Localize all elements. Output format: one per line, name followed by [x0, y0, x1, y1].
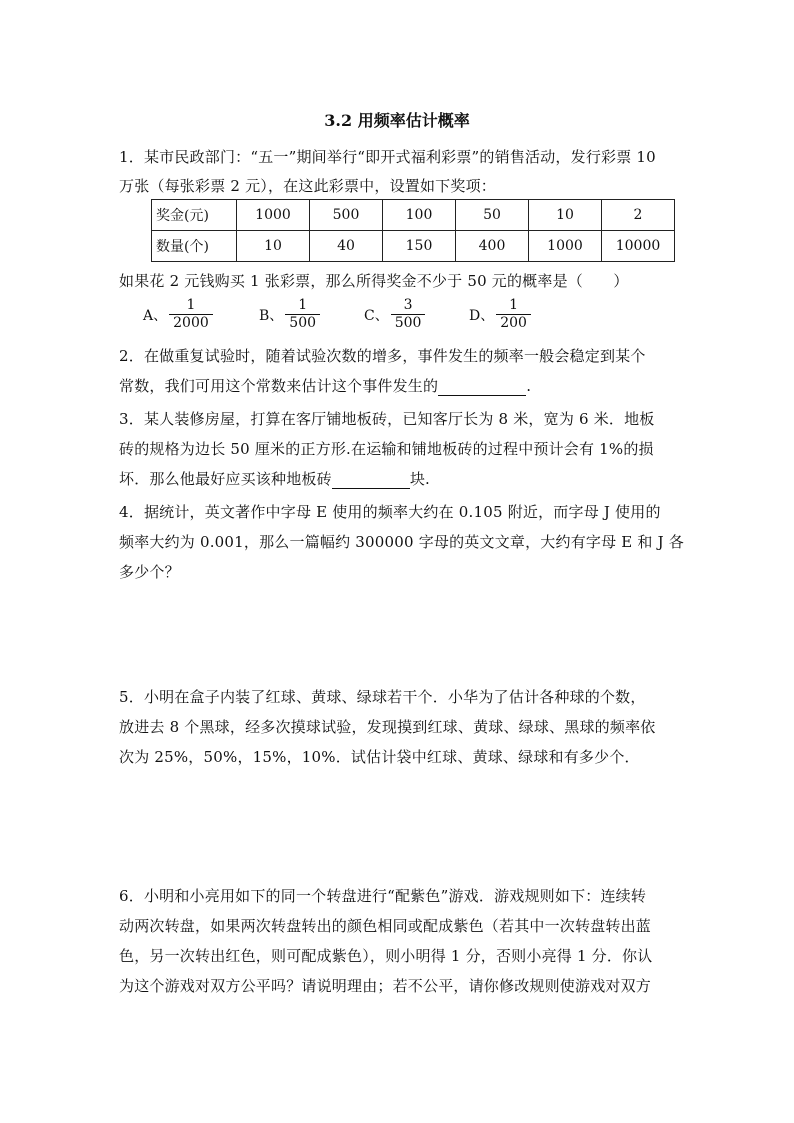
q6-line-3: 色，另一次转出红色，则可配成紫色），则小明得 1 分，否则小亮得 1 分．你认: [119, 947, 653, 965]
option-c[interactable]: [364, 297, 425, 332]
option-letter: A、: [143, 307, 168, 324]
table-row: [152, 200, 675, 231]
q1-options: [0, 297, 794, 339]
fraction-numerator: 1: [186, 297, 196, 313]
fraction-denominator: 500: [391, 314, 426, 332]
q5-line-1: 5．小明在盒子内装了红球、黄球、绿球若干个．小华为了估计各种球的个数，: [119, 688, 646, 706]
fraction-numerator: 1: [298, 297, 308, 313]
q5-line-2: 放进去 8 个黑球，经多次摸球试验，发现摸到红球、黄球、绿球、黑球的频率依: [119, 718, 656, 736]
fraction-numerator: 1: [509, 297, 519, 313]
table-cell: 150: [383, 231, 456, 262]
answer-blank[interactable]: [438, 377, 526, 396]
option-letter: C、: [364, 307, 389, 324]
fraction: [169, 297, 213, 332]
q3-line-1: 3．某人装修房屋，打算在客厅铺地板砖，已知客厅长为 8 米，宽为 6 米．地板: [119, 410, 655, 428]
option-b[interactable]: [259, 297, 320, 332]
answer-blank[interactable]: [332, 470, 410, 489]
q6-line-2: 动两次转盘，如果两次转盘转出的颜色相同或配成紫色（若其中一次转盘转出蓝: [119, 917, 652, 935]
q2-end: .: [526, 377, 532, 395]
table-cell: 1000: [237, 200, 310, 231]
table-row-label: 数量(个): [152, 231, 237, 262]
fraction: [391, 297, 426, 332]
prize-table: [151, 199, 675, 262]
table-cell: 10: [237, 231, 310, 262]
q3-end: 块.: [409, 470, 430, 488]
q1-line-2: 万张（每张彩票 2 元），在这此彩票中，设置如下奖项：: [119, 177, 496, 195]
q3-line-3: [119, 468, 430, 489]
table-cell: 40: [310, 231, 383, 262]
q2-line-2: [119, 375, 531, 396]
table-cell: 100: [383, 200, 456, 231]
fraction-denominator: 200: [496, 314, 531, 332]
q6-line-4: 为这个游戏对双方公平吗？请说明理由；若不公平，请你修改规则使游戏对双方: [119, 977, 652, 995]
option-a[interactable]: [143, 297, 213, 332]
option-letter: D、: [469, 307, 495, 324]
table-row: [152, 231, 675, 262]
table-cell: 50: [456, 200, 529, 231]
fraction: [496, 297, 531, 332]
table-row-label: 奖金(元): [152, 200, 237, 231]
q4-line-2: 频率大约为 0.001，那么一篇幅约 300000 字母的英文文章，大约有字母 E 和 J 各: [119, 533, 684, 551]
table-cell: 10000: [602, 231, 675, 262]
fraction-denominator: 500: [285, 314, 320, 332]
q1-question: 如果花 2 元钱购买 1 张彩票，那么所得奖金不少于 50 元的概率是（ ）: [119, 272, 629, 290]
q3-line-2: 砖的规格为边长 50 厘米的正方形.在运输和铺地板砖的过程中预计会有 1%的损: [119, 440, 654, 458]
table-cell: 500: [310, 200, 383, 231]
fraction: [285, 297, 320, 332]
q4-line-1: 4．据统计，英文著作中字母 E 使用的频率大约在 0.105 附近，而字母 J 使用的: [119, 503, 661, 521]
q5-line-3: 次为 25%，50%，15%，10%．试估计袋中红球、黄球、绿球和有多少个．: [119, 748, 640, 766]
q1-line-1: 1．某市民政部门：“五一”期间举行“即开式福利彩票”的销售活动，发行彩票 10: [119, 148, 656, 166]
q4-line-3: 多少个？: [119, 563, 180, 581]
page-title: 3.2 用频率估计概率: [324, 111, 470, 130]
table-cell: 400: [456, 231, 529, 262]
fraction-numerator: 3: [403, 297, 413, 313]
table-cell: 2: [602, 200, 675, 231]
fraction-denominator: 2000: [169, 314, 213, 332]
table-cell: 1000: [529, 231, 602, 262]
option-letter: B、: [259, 307, 284, 324]
q2-line-1: 2．在做重复试验时，随着试验次数的增多，事件发生的频率一般会稳定到某个: [119, 347, 646, 365]
q3-text: 坏．那么他最好应买该种地板砖: [119, 470, 332, 488]
q6-line-1: 6．小明和小亮用如下的同一个转盘进行“配紫色”游戏．游戏规则如下：连续转: [119, 887, 647, 905]
option-d[interactable]: [469, 297, 531, 332]
table-cell: 10: [529, 200, 602, 231]
q2-text: 常数，我们可用这个常数来估计这个事件发生的: [119, 377, 439, 395]
